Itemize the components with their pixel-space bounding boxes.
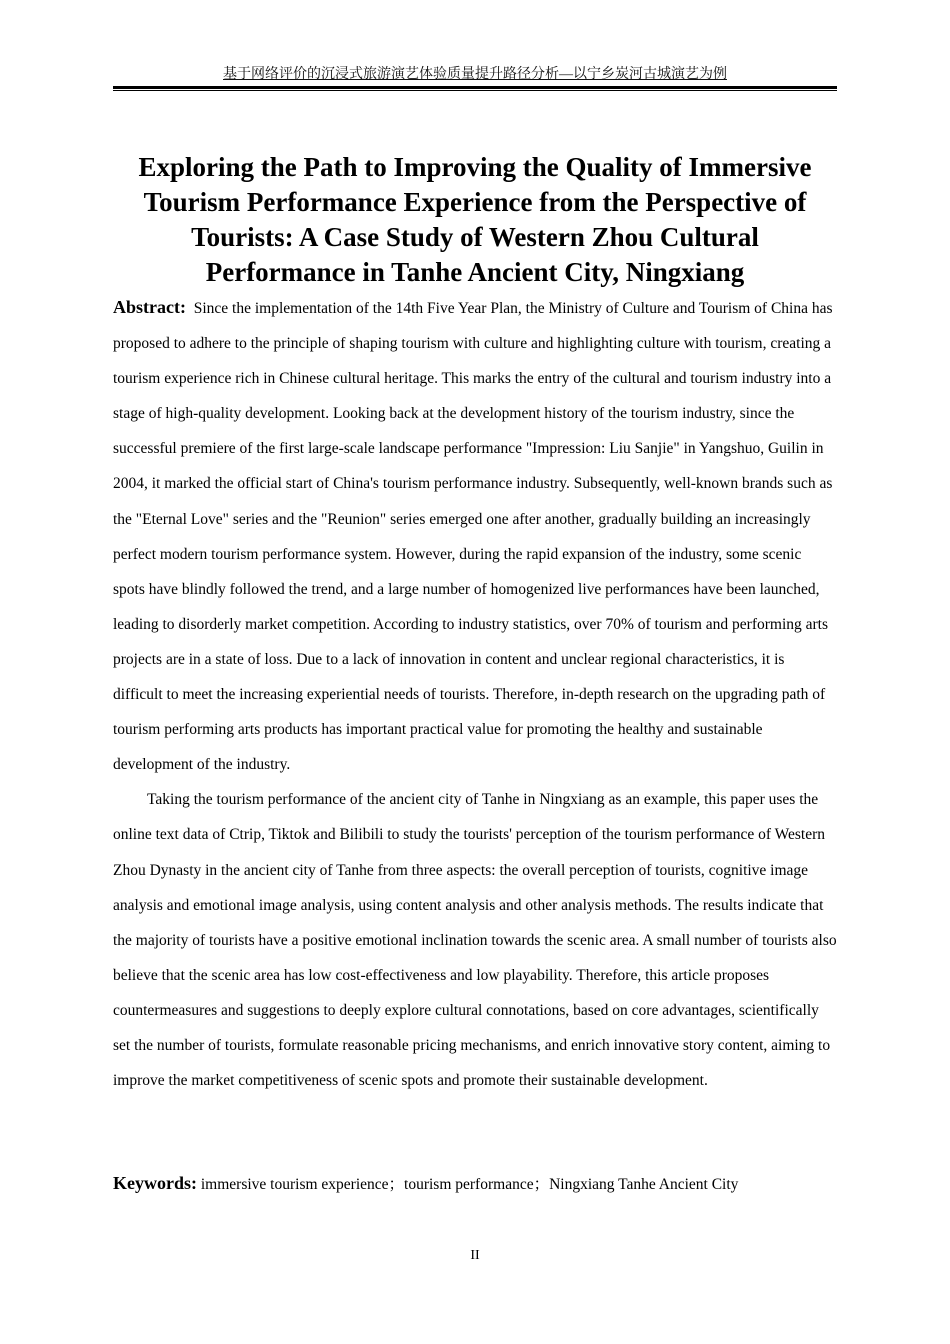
keywords-section xyxy=(113,1166,837,1202)
paper-title: Exploring the Path to Improving the Quality of Immersive Tourism Performance Experience from the Perspective of Tourists: A Case Study of Western Zhou Cultural Performance in Tanhe Ancient City, Ningxiang xyxy=(138,152,812,287)
abstract-paragraph-1 xyxy=(113,290,837,782)
abstract-paragraph-2: Taking the tourism performance of the ancient city of Tanhe in Ningxiang as an example, this paper uses the online text data of Ctrip, Tiktok and Bilibili to study the tourists' perception of the tourism performance of Western Zhou Dynasty in the ancient city of Tanhe from three aspects: the overall perception of tourists, cognitive image analysis and emotional image analysis, using content analysis and other analysis methods. The results indicate that the majority of tourists have a positive emotional inclination towards the scenic area. A small number of tourists also believe that the scenic area has low cost-effectiveness and low playability. Therefore, this article proposes countermeasures and suggestions to deeply explore cultural connotations, based on core advantages, scientifically set the number of tourists, formulate reasonable pricing mechanisms, and enrich innovative story content, aiming to improve the market competitiveness of scenic spots and promote their sustainable development. xyxy=(113,791,837,1090)
keywords-label: Keywords: xyxy=(113,1173,197,1193)
page-number: II xyxy=(470,1248,480,1263)
abstract-label: Abstract: xyxy=(113,297,186,317)
header-rule xyxy=(113,86,837,89)
header-rule-thin xyxy=(113,90,837,91)
abstract-section xyxy=(113,290,837,1098)
keywords-text: immersive tourism experience；tourism performance；Ningxiang Tanhe Ancient City xyxy=(200,1176,739,1193)
running-header: 基于网络评价的沉浸式旅游演艺体验质量提升路径分析—以宁乡炭河古城演艺为例 xyxy=(223,67,727,82)
abstract-text-1: Since the implementation of the 14th Five Year Plan, the Ministry of Culture and Tourism of China has proposed to adhere to the principle of shaping tourism with culture and highlighting culture with tourism, creating a tourism experience rich in Chinese cultural heritage. This marks the entry of the cultural and tourism industry into a stage of high-quality development. Looking back at the development history of the tourism industry, since the successful premiere of the first large-scale landscape performance "Impression: Liu Sanjie" in Yangshuo, Guilin in 2004, it marked the official start of China's tourism performance industry. Subsequently, well-known brands such as the "Eternal Love" series and the "Reunion" series emerged one after another, gradually building an increasingly perfect modern tourism performance system. However, during the rapid expansion of the industry, some scenic spots have blindly followed the trend, and a large number of homogenized live performances have been launched, leading to disorderly market competition. According to industry statistics, over 70% of tourism and performing arts projects are in a state of loss. Due to a lack of innovation in content and unclear regional characteristics, it is difficult to meet the increasing experiential needs of tourists. Therefore, in-depth research on the upgrading path of tourism performing arts products has important practical value for promoting the healthy and sustainable development of the industry. xyxy=(113,300,833,774)
